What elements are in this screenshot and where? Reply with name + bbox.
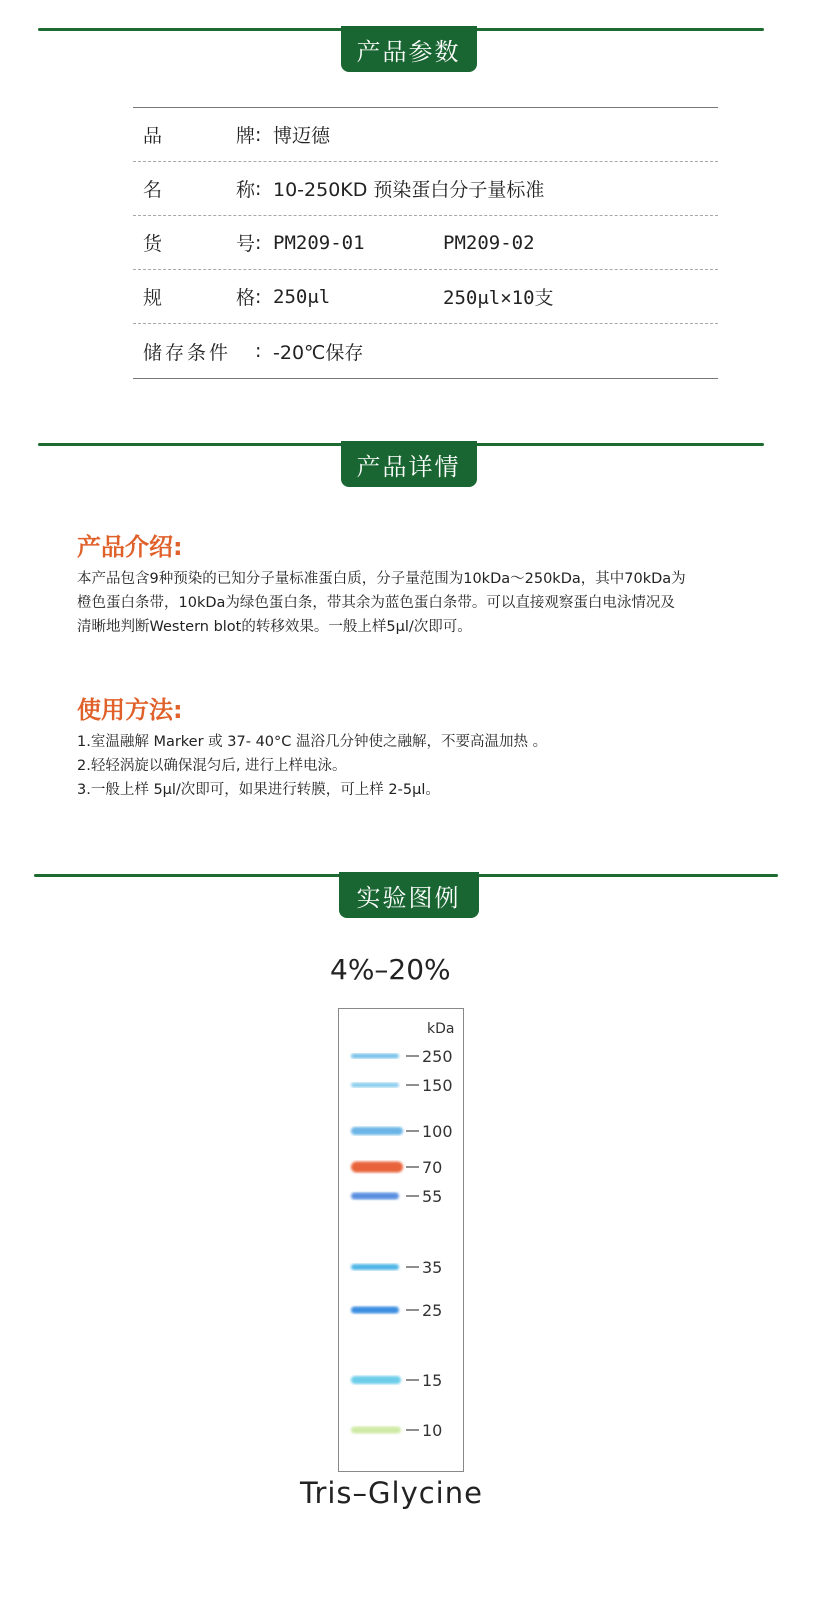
gel-band-35 [351,1264,399,1270]
section-header-example [0,874,817,924]
param-value: -20℃保存 [273,341,364,364]
param-row-storage: 储存条件 : -20℃保存 [133,324,718,378]
section-title: 实验图例 [339,872,479,918]
param-value: 250μl×10支 [443,287,554,309]
gel-band-label: 150 [422,1076,453,1095]
section-header-params [0,28,817,78]
gel-band-15 [351,1376,401,1384]
gel-band-label: 100 [422,1122,453,1141]
param-label: 货 号 [143,233,255,255]
param-label: 规 格 [143,287,255,309]
gel-footer: Tris–Glycine [300,1476,483,1510]
gel-image [338,1008,464,1472]
param-label: 储存条件 [143,341,232,364]
gel-unit: kDa [427,1021,455,1037]
gel-band-100 [351,1127,403,1135]
gel-band-55 [351,1193,399,1200]
gel-band-label: 250 [422,1047,453,1066]
param-row-name: 名 称 : 10-250KD 预染蛋白分子量标准 [133,162,718,216]
gel-band-label: 35 [422,1258,443,1277]
gel-band-10 [351,1427,401,1434]
gel-band-label: 10 [422,1421,443,1440]
param-value: 250μl [273,285,331,308]
param-value: PM209-02 [443,231,535,254]
intro-body: 本产品包含9种预染的已知分子量标准蛋白质，分子量范围为10kDa～250kDa，其中70kDa为 橙色蛋白条带，10kDa为绿色蛋白条，带其余为蓝色蛋白条带。可以直接观察蛋白电泳情况及 清晰地判断Western blot的转移效果。一般上样5μl/次即可。 [77,571,686,635]
param-label: 品 牌 [143,125,255,147]
gel-band-250 [351,1054,399,1059]
param-value: 10-250KD 预染蛋白分子量标准 [273,179,545,201]
gel-band-70 [351,1162,403,1173]
section-header-details [0,443,817,493]
usage-title: 使用方法: [77,696,183,724]
section-title: 产品详情 [341,441,477,487]
section-title: 产品参数 [341,26,477,72]
gel-title: 4%–20% [330,953,451,986]
param-row-spec: 规 格 : 250μl 250μl×10支 [133,270,718,324]
param-label: 名 称 [143,179,255,201]
gel-band-150 [351,1083,399,1088]
gel-band-label: 55 [422,1187,443,1206]
gel-band-25 [351,1307,399,1314]
intro-title: 产品介绍: [77,533,183,561]
gel-band-label: 70 [422,1158,443,1177]
usage-body: 1.室温融解 Marker 或 37- 40°C 温浴几分钟使之融解，不要高温加热 。 2.轻轻涡旋以确保混匀后, 进行上样电泳。 3.一般上样 5μl/次即可，如果进行转膜，可上样 2-5μl。 [77,734,548,798]
param-row-code: 货 号 : PM209-01 PM209-02 [133,216,718,270]
gel-band-label: 25 [422,1301,443,1320]
params-table [133,107,718,379]
param-value: 博迈德 [273,125,331,147]
param-row-brand: 品 牌 : 博迈德 [133,108,718,162]
gel-band-label: 15 [422,1371,443,1390]
param-value: PM209-01 [273,231,365,254]
gel-lane [339,1009,465,1473]
